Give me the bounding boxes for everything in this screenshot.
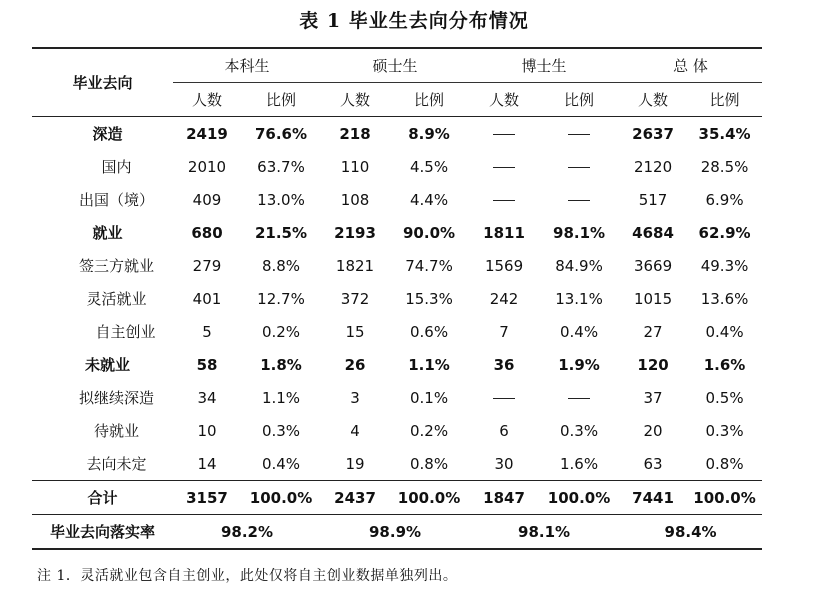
table-cell: 0.3% [559,421,599,440]
dash-mark [493,200,515,201]
table-cell: 4.5% [409,157,449,176]
table-cell: 15 [345,322,365,341]
row-label: 就业 [92,224,123,242]
table-cell: 37 [643,388,663,407]
empty-dash-cell [469,183,539,216]
table-cell: 242 [489,289,519,308]
table-cell: 100.0% [241,481,321,515]
dash-mark [568,134,590,135]
table-cell: 0.5% [705,388,744,407]
table-cell: 110 [340,157,370,176]
ratio-header: 比例 [389,83,469,117]
table-cell: 372 [340,289,370,308]
table-cell: 63.7% [257,157,305,176]
count-header: 人数 [469,83,539,117]
row-label: 国内 [101,158,132,176]
table-row [32,183,762,216]
table-cell: 120 [637,355,669,374]
table-cell: 1847 [469,481,539,515]
table-cell: 13.0% [257,190,305,209]
row-label: 去向未定 [86,455,147,473]
table-cell: 63 [643,454,663,473]
table-cell: 1.6% [559,454,599,473]
table-cell: 0.8% [705,454,744,473]
table-cell: 3669 [633,256,673,275]
table-cell: 34 [197,388,217,407]
table-cell: 14 [197,454,217,473]
total-label: 合计 [32,481,173,515]
table-cell: 100.0% [389,481,469,515]
row-label: 自主创业 [95,323,156,341]
table-row [32,348,762,381]
table-cell: 0.8% [409,454,449,473]
table-cell: 2010 [187,157,227,176]
table-cell: 98.1% [553,223,606,242]
table-cell: 21.5% [254,223,308,242]
table-cell: 5 [202,322,212,341]
table-cell: 2437 [321,481,389,515]
table-cell: 4 [350,421,360,440]
table-row [32,447,762,481]
table-cell: 0.3% [261,421,301,440]
placement-rate-row [32,515,762,550]
empty-dash-cell [539,150,619,183]
group-header-master: 硕士生 [321,48,469,83]
table-cell: 27 [643,322,663,341]
empty-dash-cell [539,381,619,414]
table-cell: 100.0% [687,481,762,515]
table-title: 表 1 毕业生去向分布情况 [299,10,529,32]
graduate-destination-table [32,47,762,550]
dash-mark [493,398,515,399]
table-cell: 0.4% [559,322,599,341]
table-row [32,414,762,447]
count-header: 人数 [321,83,389,117]
empty-dash-cell [539,117,619,151]
row-label: 灵活就业 [86,290,147,308]
table-cell: 1015 [633,289,673,308]
table-cell: 0.1% [409,388,449,407]
table-cell: 218 [339,124,371,143]
dash-mark [568,398,590,399]
table-cell: 13.1% [555,289,603,308]
ratio-header: 比例 [241,83,321,117]
footnote: 注 1．灵活就业包含自主创业，此处仅将自主创业数据单独列出。 [37,568,458,584]
empty-dash-cell [469,381,539,414]
table-row [32,249,762,282]
total-row [32,481,762,515]
table-cell: 0.2% [261,322,301,341]
table-cell: 7441 [619,481,687,515]
table-row [32,150,762,183]
table-cell: 0.3% [705,421,744,440]
table-cell: 1.9% [558,355,600,374]
table-cell: 1.8% [260,355,302,374]
count-header: 人数 [619,83,687,117]
table-cell: 49.3% [700,256,749,275]
table-cell: 0.4% [261,454,301,473]
table-cell: 108 [340,190,370,209]
ratio-header: 比例 [687,83,762,117]
table-cell: 28.5% [700,157,749,176]
row-label-header: 毕业去向 [32,48,173,117]
table-cell: 20 [643,421,663,440]
table-cell: 19 [345,454,365,473]
table-cell: 2637 [632,124,674,143]
table-cell: 2419 [186,124,228,143]
table-cell: 1811 [483,223,525,242]
dash-mark [493,134,515,135]
header-row-groups [32,48,762,83]
table-cell: 1.1% [261,388,301,407]
table-cell: 680 [191,223,223,242]
table-cell: 1569 [484,256,524,275]
group-header-overall: 总 体 [619,48,762,83]
table-cell: 1821 [335,256,375,275]
table-cell: 84.9% [555,256,603,275]
table-cell: 35.4% [698,124,751,143]
row-label: 签三方就业 [78,257,154,275]
table-cell: 26 [344,355,366,374]
table-cell: 8.8% [261,256,301,275]
dash-mark [568,200,590,201]
table-cell: 58 [196,355,218,374]
row-label: 拟继续深造 [78,389,154,407]
table-cell: 90.0% [403,223,456,242]
dash-mark [568,167,590,168]
row-label: 深造 [92,125,123,143]
count-header: 人数 [173,83,241,117]
table-row [32,117,762,151]
table-cell: 2193 [334,223,376,242]
table-cell: 279 [192,256,222,275]
placement-rate-label: 毕业去向落实率 [32,515,173,550]
row-label: 出国（境） [78,191,154,209]
table-cell: 7 [499,322,509,341]
table-cell: 13.6% [700,289,749,308]
table-cell: 98.4% [619,515,762,550]
table-cell: 4.4% [409,190,449,209]
group-header-undergrad: 本科生 [173,48,321,83]
table-cell: 2120 [633,157,673,176]
table-cell: 76.6% [254,124,308,143]
table-cell: 36 [493,355,515,374]
table-cell: 4684 [632,223,674,242]
table-cell: 409 [192,190,222,209]
table-row [32,282,762,315]
table-cell: 15.3% [405,289,453,308]
table-cell: 8.9% [408,124,450,143]
table-cell: 100.0% [539,481,619,515]
table-cell: 1.6% [703,355,746,374]
empty-dash-cell [469,117,539,151]
table-cell: 0.6% [409,322,449,341]
table-row [32,216,762,249]
table-cell: 6.9% [705,190,744,209]
table-cell: 3 [350,388,360,407]
group-header-doctor: 博士生 [469,48,619,83]
table-cell: 517 [638,190,668,209]
table-cell: 98.2% [173,515,321,550]
table-row [32,381,762,414]
ratio-header: 比例 [539,83,619,117]
table-cell: 0.2% [409,421,449,440]
table-row [32,315,762,348]
table-cell: 6 [499,421,509,440]
table-cell: 3157 [173,481,241,515]
row-label: 未就业 [84,356,130,374]
table-cell: 98.9% [321,515,469,550]
table-cell: 1.1% [408,355,450,374]
row-label: 待就业 [93,422,139,440]
table-cell: 30 [494,454,514,473]
table-cell: 10 [197,421,217,440]
table-cell: 62.9% [698,223,751,242]
table-cell: 98.1% [469,515,619,550]
dash-mark [493,167,515,168]
table-cell: 0.4% [705,322,744,341]
table-cell: 74.7% [405,256,453,275]
empty-dash-cell [539,183,619,216]
table-cell: 12.7% [257,289,305,308]
table-cell: 401 [192,289,222,308]
empty-dash-cell [469,150,539,183]
